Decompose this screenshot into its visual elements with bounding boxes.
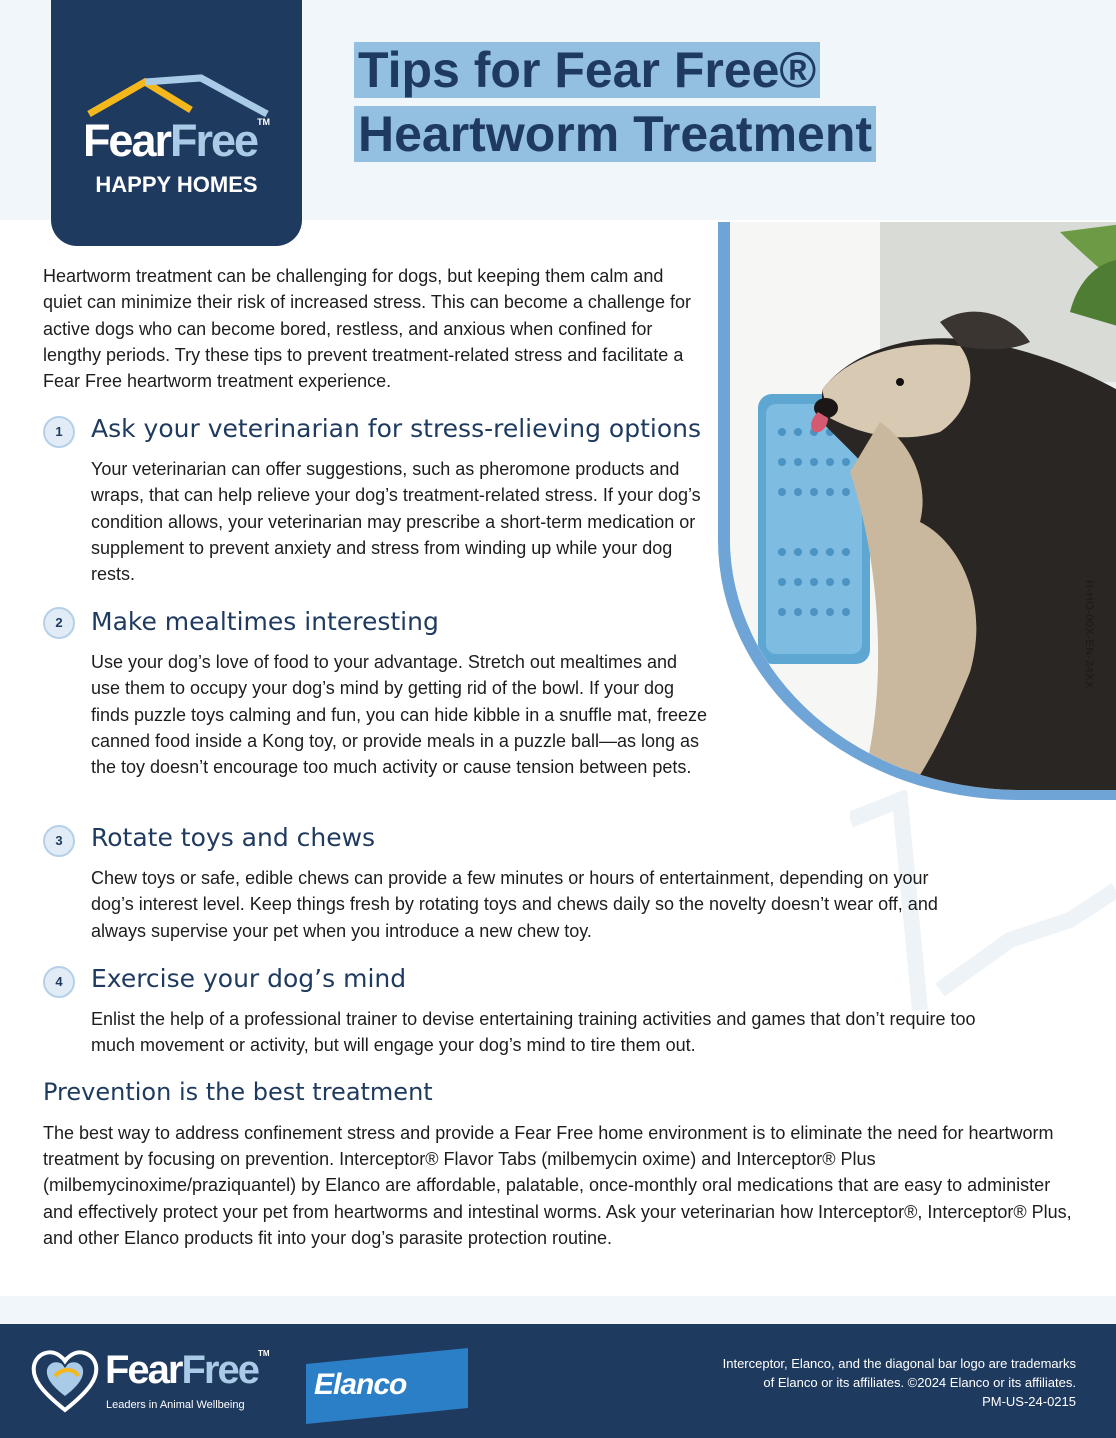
prevention-paragraph: The best way to address confinement stress and provide a Fear Free home environment is to eliminate the need for heartworm treatment by focusing on prevention. Interceptor® Flavor Tabs (milbemycin oxime) and Interceptor® Plus (milbemycinoxime/praziquantel) by Elanco are affordable, palatable, once-monthly oral medications that are easy to administer and effectively protect your pet from heartworms and intestinal worms. Ask your veterinarian how Interceptor®, Interceptor® Plus, and other Elanco products fit into your dog’s parasite protection routine. bbox=[43, 1123, 1072, 1248]
step-heading-2: Make mealtimes interesting bbox=[91, 607, 439, 636]
page-title bbox=[354, 38, 876, 166]
step-number-2: 2 bbox=[43, 607, 75, 639]
prevention-heading: Prevention is the best treatment bbox=[43, 1078, 433, 1106]
step-body-3: Chew toys or safe, edible chews can provide a few minutes or hours of entertainment, depending on your dog’s interest level. Keep things fresh by rotating toys and chews daily so the novelty doesn’t wear off, and always supervise your pet when you introduce a new chew toy. bbox=[91, 868, 938, 941]
step-heading-4: Exercise your dog’s mind bbox=[91, 964, 407, 993]
step-body-2: Use your dog’s love of food to your advantage. Stretch out mealtimes and use them to occupy your dog’s mind by getting rid of the bowl. If your dog finds puzzle toys calming and fun, you can hide kibble in a snuffle mat, freeze canned food inside a Kong toy, or provide meals in a puzzle ball—as long as the toy doesn’t encourage too much activity or cause tension between pets. bbox=[91, 652, 708, 778]
footer-fear-free-wordmark: FearFree™ bbox=[105, 1348, 270, 1392]
step-body-1: Your veterinarian can offer suggestions, such as pheromone products and wraps, that can help relieve your dog’s treatment-related stress. If your dog’s condition allows, your veterinarian may prescribe a short-term medication or supplement to prevent anxiety and stress from winding up while your dog rests. bbox=[91, 459, 701, 585]
legal-line-2: of Elanco or its affiliates. ©2024 Elanco or its affiliates. bbox=[763, 1375, 1076, 1390]
document-code: H-HO-00X-EN-24XX bbox=[1083, 580, 1095, 689]
step-number-1: 1 bbox=[43, 416, 75, 448]
footer bbox=[0, 1324, 1116, 1438]
fear-free-happy-homes-logo bbox=[51, 0, 302, 246]
logo-wordmark: FearFree™ bbox=[82, 115, 271, 166]
dog-lick-mat-photo bbox=[718, 222, 1116, 800]
title-line-1: Tips for Fear Free® bbox=[354, 42, 820, 98]
step-number-3: 3 bbox=[43, 825, 75, 857]
title-line-2: Heartworm Treatment bbox=[354, 106, 876, 162]
step-body-4: Enlist the help of a professional trainer to devise entertaining training activities and games that don’t require too much movement or activity, but will engage your dog’s mind to tire them out. bbox=[91, 1009, 976, 1056]
footer-pale-band bbox=[0, 1296, 1116, 1324]
logo-subtitle: HAPPY HOMES bbox=[95, 172, 258, 197]
footer-tagline: Leaders in Animal Wellbeing bbox=[106, 1399, 245, 1411]
step-heading-1: Ask your veterinarian for stress-relieving options bbox=[91, 414, 701, 443]
legal-line-3: PM-US-24-0215 bbox=[982, 1394, 1076, 1409]
step-heading-3: Rotate toys and chews bbox=[91, 823, 376, 852]
step-number-4: 4 bbox=[43, 966, 75, 998]
legal-text bbox=[723, 1354, 1076, 1411]
elanco-wordmark: Elanco bbox=[314, 1368, 407, 1401]
legal-line-1: Interceptor, Elanco, and the diagonal bar logo are trademarks bbox=[722, 1356, 1076, 1371]
intro-paragraph: Heartworm treatment can be challenging for dogs, but keeping them calm and quiet can minimize their risk of increased stress. This can become a challenge for active dogs who can become bored, restless, and anxious when confined for lengthy periods. Try these tips to prevent treatment-related stress and facilitate a Fear Free heartworm treatment experience. bbox=[43, 266, 691, 392]
fear-free-heart-icon bbox=[30, 1346, 100, 1416]
house-roof-icon bbox=[85, 74, 271, 118]
